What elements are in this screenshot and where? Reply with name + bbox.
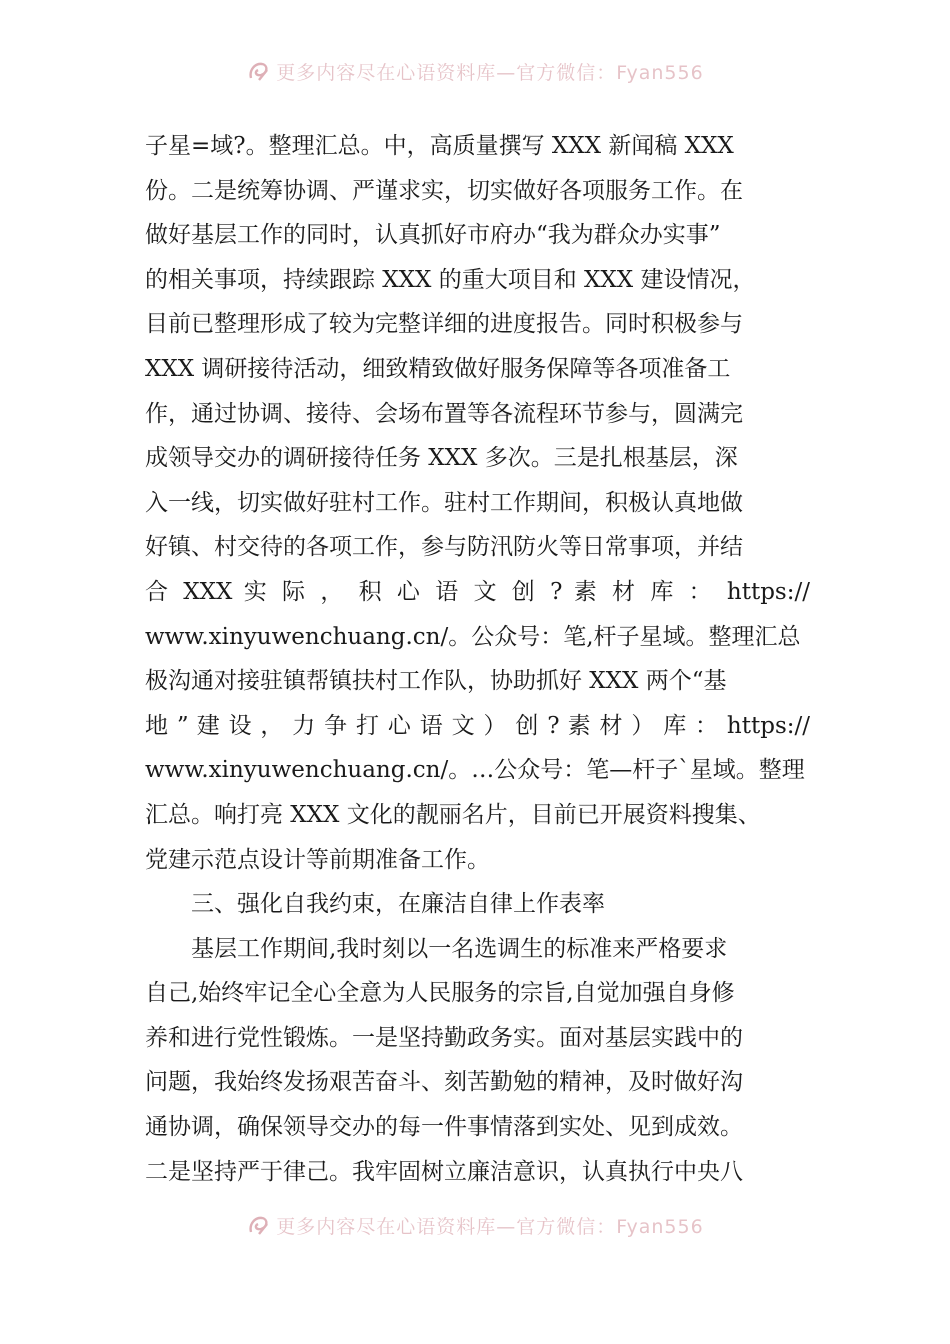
body-line: 极沟通对接驻镇帮镇扶村工作队，协助抓好 XXX 两个“基: [145, 668, 727, 695]
body-line: 作，通过协调、接待、会场布置等各流程环节参与，圆满完: [145, 400, 743, 427]
watermark-text: 更多内容尽在心语资料库—官方微信：Fyan556: [276, 61, 704, 84]
header-watermark: [0, 56, 950, 86]
body-line: XXX 调研接待活动，细致精致做好服务保障等各项准备工: [145, 355, 731, 382]
body-line: 养和进行党性锻炼。一是坚持勤政务实。面对基层实践中的: [145, 1024, 743, 1051]
body-line: 自己,始终牢记全心全意为人民服务的宗旨,自觉加强自身修: [145, 980, 735, 1007]
body-line: 通协调，确保领导交办的每一件事情落到实处、见到成效。: [145, 1114, 743, 1141]
body-line: 地 ” 建 设 ， 力 争 打 心 语 文 ） 创 ? 素 材 ） 库 ： https://: [145, 712, 810, 739]
body-line: 问题，我始终发扬艰苦奋斗、刻苦勤勉的精神，及时做好沟: [145, 1069, 743, 1096]
body-line: 子星=域?。整理汇总。中，高质量撰写 XXX 新闻稿 XXX: [145, 133, 734, 159]
body-line: 目前已整理形成了较为完整详细的进度报告。同时积极参与: [145, 311, 743, 338]
document-body: [145, 124, 810, 1194]
body-line: 基层工作期间,我时刻以一名选调生的标准来严格要求: [191, 935, 728, 962]
body-line: 入一线，切实做好驻村工作。驻村工作期间，积极认真地做: [145, 489, 743, 516]
body-line: 成领导交办的调研接待任务 XXX 多次。三是扎根基层，深: [145, 445, 738, 472]
body-line: 份。二是统筹协调、严谨求实，切实做好各项服务工作。在: [145, 177, 743, 204]
brand-logo-icon: [246, 58, 272, 84]
footer-watermark: [0, 1210, 950, 1240]
watermark-text: 更多内容尽在心语资料库—官方微信：Fyan556: [276, 1215, 704, 1238]
body-line: www.xinyuwenchuang.cn/。…公众号：笔—杆子`星域。整理: [145, 757, 805, 784]
body-line: 做好基层工作的同时，认真抓好市府办“我为群众办实事”: [145, 222, 721, 249]
body-line: 二是坚持严于律己。我牢固树立廉洁意识，认真执行中央八: [145, 1158, 743, 1185]
body-line: 党建示范点设计等前期准备工作。: [145, 846, 490, 873]
body-line: 好镇、村交待的各项工作，参与防汛防火等日常事项，并结: [145, 534, 743, 561]
body-line: www.xinyuwenchuang.cn/。公众号：笔,杆子星域。整理汇总: [145, 623, 801, 650]
section-heading: 三、强化自我约束，在廉洁自律上作表率: [191, 891, 605, 918]
body-line: 的相关事项，持续跟踪 XXX 的重大项目和 XXX 建设情况，: [145, 266, 756, 293]
body-line: 合 XXX 实 际 ， 积 心 语 文 创 ? 素 材 库 ： https://: [145, 578, 810, 605]
brand-logo-icon: [246, 1212, 272, 1238]
body-line: 汇总。响打亮 XXX 文化的靓丽名片，目前已开展资料搜集、: [145, 801, 761, 828]
